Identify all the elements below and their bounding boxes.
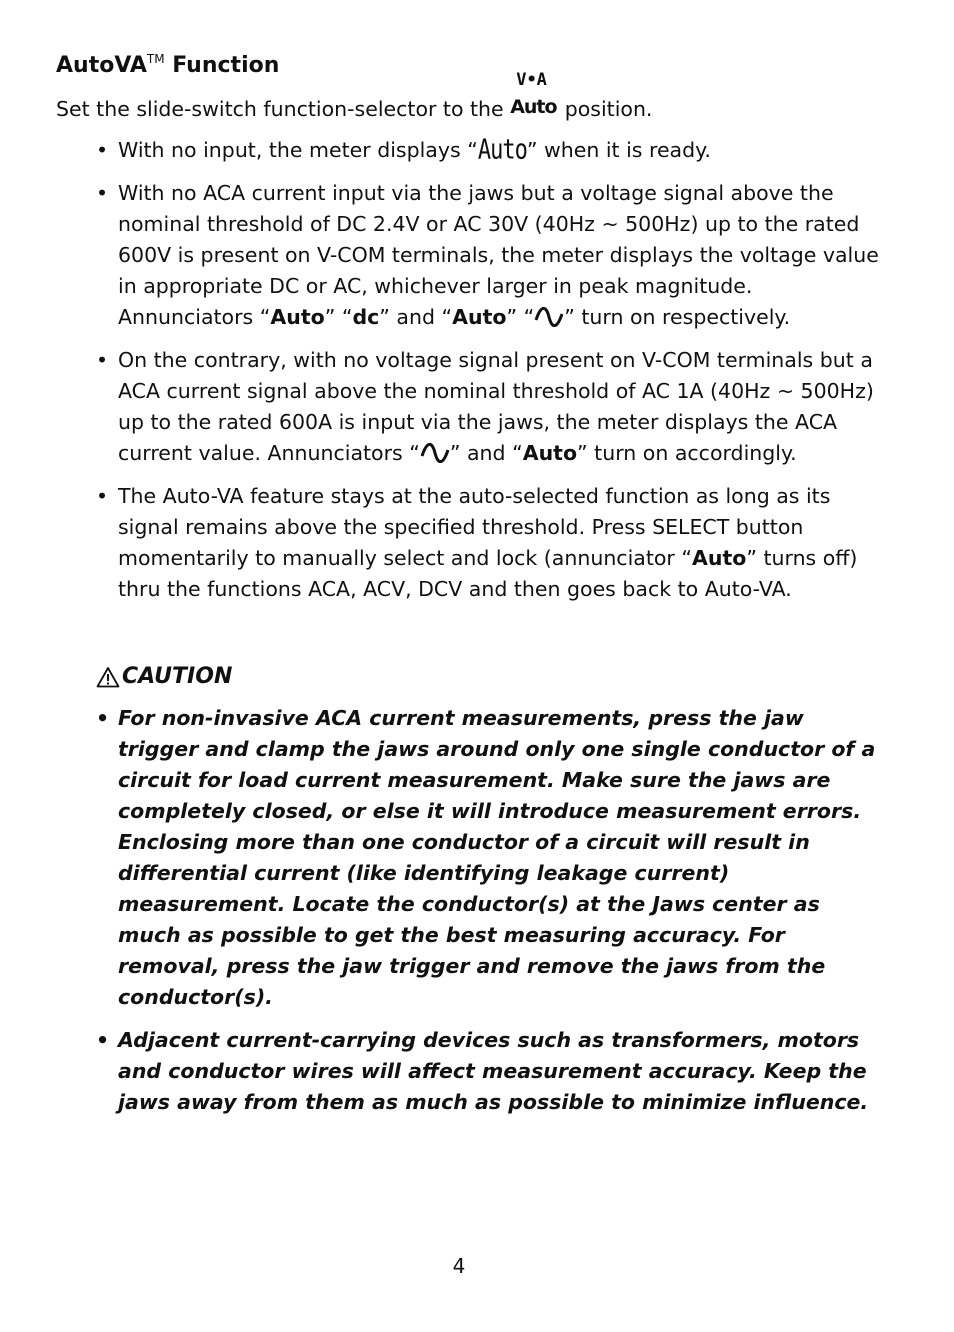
bullet-dot: •: [96, 138, 109, 162]
caution-heading: [96, 661, 886, 693]
bullet-text: With no input, the meter displays “: [118, 138, 478, 162]
bullet-dot: •: [96, 706, 110, 730]
selector-position-icon: [510, 70, 558, 119]
annunciator-auto: Auto: [691, 546, 747, 570]
list-item: [56, 481, 886, 605]
list-item: [56, 703, 886, 1013]
bullet-text-end: ” turn on respectively.: [564, 305, 791, 329]
section-heading: [56, 50, 886, 82]
list-item: [56, 135, 886, 166]
caution-title: CAUTION: [122, 664, 233, 689]
selector-va-label: V•A: [516, 70, 547, 90]
bullet-text-end: ” turn on accordingly.: [577, 441, 797, 465]
lcd-auto-display-icon: Auto: [477, 134, 527, 167]
list-item: [56, 1025, 886, 1118]
page-number: 4: [452, 1254, 466, 1278]
heading-suffix: Function: [172, 53, 280, 78]
bullet-text: The Auto-VA feature stays at the auto-selected function as long as its signal remains above the specified threshold. Press SELECT button momentarily to manually select and lock (annunciator “: [118, 484, 831, 570]
bullet-dot: •: [96, 484, 109, 508]
bullet-dot: •: [96, 1028, 110, 1052]
bullet-text: On the contrary, with no voltage signal present on V-COM terminals but a ACA current signal above the nominal threshold of AC 1A (40Hz ~ 500Hz) up to the rated 600A is input via the jaws, the meter displays the ACA current value. Annunciators “: [118, 348, 874, 465]
bullet-connector: ” and “: [379, 305, 453, 329]
intro-text-before: Set the slide-switch function-selector to the: [56, 97, 504, 121]
manual-page: [56, 50, 886, 1130]
ac-wave-icon: [534, 307, 564, 327]
annunciator-dc: dc: [352, 305, 380, 329]
function-bullet-list: [56, 135, 886, 605]
caution-text: For non-invasive ACA current measurements, press the jaw trigger and clamp the jaws around only one single conductor of a circuit for load current measurement. Make sure the jaws are completely closed, or else it will introduce measurement errors. Enclosing more than one conductor of a circuit will result in differential current (like identifying leakage current) measurement. Locate the conductor(s) at the Jaws center as much as possible to get the best measuring accuracy. For removal, press the jaw trigger and remove the jaws from the conductor(s).: [118, 706, 876, 1009]
bullet-text-end: ” turns off) thru the functions ACA, ACV, DCV and then goes back to Auto-VA.: [118, 546, 858, 601]
bullet-text: With no ACA current input via the jaws but a voltage signal above the nominal threshold of DC 2.4V or AC 30V (40Hz ~ 500Hz) up to the rated 600V is present on V-COM terminals, the meter displays the voltage value in appropriate DC or AC, whichever larger in peak magnitude. Annunciators “: [118, 181, 879, 329]
annunciator-auto: Auto: [522, 441, 578, 465]
heading-title: AutoVA: [56, 53, 147, 78]
list-item: [56, 345, 886, 469]
annunciator-auto: Auto: [452, 305, 507, 329]
warning-triangle-icon: [96, 666, 120, 688]
trademark-mark: TM: [146, 52, 165, 66]
selector-auto-label: Auto: [510, 96, 557, 118]
bullet-connector: ” “: [324, 305, 353, 329]
caution-text: Adjacent current-carrying devices such as transformers, motors and conductor wires will affect measurement accuracy. Keep the jaws away from them as much as possible to minimize influence.: [118, 1028, 869, 1114]
bullet-dot: •: [96, 348, 109, 372]
annunciator-auto: Auto: [270, 305, 325, 329]
bullet-connector: ” and “: [449, 441, 523, 465]
bullet-dot: •: [96, 181, 109, 205]
bullet-text-end: ” when it is ready.: [526, 138, 711, 162]
intro-paragraph: [56, 70, 886, 125]
ac-wave-icon: [420, 443, 450, 463]
list-item: [56, 178, 886, 333]
intro-text-after: position.: [564, 97, 653, 121]
bullet-connector: ” “: [506, 305, 535, 329]
caution-list: [56, 703, 886, 1118]
